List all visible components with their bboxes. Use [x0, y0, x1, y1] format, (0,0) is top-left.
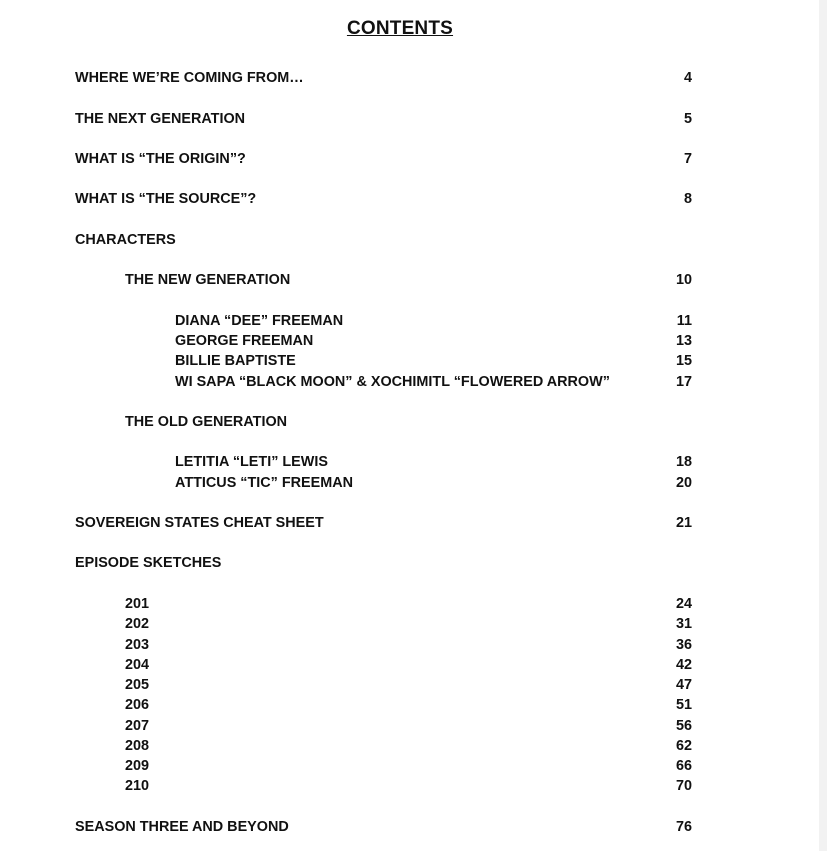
toc-entry-page: 51	[675, 697, 692, 713]
toc-entry-label: SEASON THREE AND BEYOND	[75, 819, 289, 835]
toc-entry[interactable]	[0, 635, 827, 655]
toc-entry-label: WHAT IS “THE ORIGIN”?	[75, 151, 246, 167]
toc-entry-page: 76	[675, 819, 692, 835]
toc-entry-label: THE NEW GENERATION	[125, 272, 291, 288]
toc-entry-label: WHAT IS “THE SOURCE”?	[75, 191, 257, 207]
toc-entry[interactable]	[0, 372, 827, 392]
toc-entry-page: 56	[675, 718, 692, 734]
toc-entry-page: 11	[676, 313, 692, 329]
toc-entry-label: 210	[125, 778, 150, 794]
toc-entry[interactable]	[0, 331, 827, 351]
toc-entry[interactable]	[0, 817, 827, 837]
toc-entry[interactable]	[0, 452, 827, 472]
toc-entry-label: 204	[125, 657, 150, 673]
toc-entry-label: CHARACTERS	[75, 232, 176, 248]
toc-entry[interactable]	[0, 716, 827, 736]
toc-entry[interactable]	[0, 311, 827, 331]
toc-entry-label: 207	[125, 718, 150, 734]
toc-entry-label: 205	[125, 677, 150, 693]
toc-entry[interactable]	[0, 776, 827, 796]
toc-entry-page: 18	[675, 454, 692, 470]
toc-entry-page: 31	[675, 616, 692, 632]
toc-entry-page: 62	[675, 738, 692, 754]
toc-entry-label: 202	[125, 616, 150, 632]
toc-entry-label: BILLIE BAPTISTE	[175, 353, 296, 369]
toc-entry[interactable]	[0, 109, 827, 129]
contents-title: CONTENTS	[346, 18, 454, 39]
toc-section-heading	[0, 412, 827, 432]
toc-entry-page: 21	[675, 515, 692, 531]
toc-entry-page: 24	[675, 596, 692, 612]
toc-entry-label: GEORGE FREEMAN	[175, 333, 314, 349]
toc-entry[interactable]	[0, 655, 827, 675]
toc-entry-label: 203	[125, 637, 150, 653]
toc-entry-page: 17	[675, 374, 692, 390]
toc-entry[interactable]	[0, 513, 827, 533]
toc-section-heading	[0, 230, 827, 250]
toc-entry-page: 4	[683, 70, 692, 86]
toc-entry-label: 206	[125, 697, 150, 713]
toc-entry-label: SOVEREIGN STATES CHEAT SHEET	[75, 515, 324, 531]
toc-entry[interactable]	[0, 675, 827, 695]
toc-entry-label: WHERE WE’RE COMING FROM…	[75, 70, 304, 86]
toc-entry-page: 20	[675, 475, 692, 491]
toc-section-heading	[0, 553, 827, 573]
toc-entry[interactable]	[0, 736, 827, 756]
toc-entry-page: 7	[683, 151, 692, 167]
toc-entry-label: 201	[125, 596, 150, 612]
toc-entry[interactable]	[0, 473, 827, 493]
toc-entry-page: 5	[683, 111, 692, 127]
toc-entry-label: THE NEXT GENERATION	[75, 111, 246, 127]
toc-entry[interactable]	[0, 594, 827, 614]
toc-entry[interactable]	[0, 351, 827, 371]
toc-entry-label: 208	[125, 738, 150, 754]
toc-entry[interactable]	[0, 695, 827, 715]
toc-entry[interactable]	[0, 270, 827, 290]
toc-entry-page: 66	[675, 758, 692, 774]
toc-entry-page: 70	[675, 778, 692, 794]
toc-entry-page: 13	[675, 333, 692, 349]
toc-entry[interactable]	[0, 68, 827, 88]
toc-entry[interactable]	[0, 149, 827, 169]
toc-entry-page: 15	[675, 353, 692, 369]
toc-entry-label: DIANA “DEE” FREEMAN	[175, 313, 344, 329]
toc-entry-label: LETITIA “LETI” LEWIS	[175, 454, 328, 470]
toc-entry-page: 10	[675, 272, 692, 288]
toc-entry-page: 36	[675, 637, 692, 653]
toc-entry-page: 42	[675, 657, 692, 673]
toc-entry-label: 209	[125, 758, 150, 774]
toc-entry-label: ATTICUS “TIC” FREEMAN	[175, 475, 354, 491]
toc-entry[interactable]	[0, 756, 827, 776]
toc-entry[interactable]	[0, 614, 827, 634]
toc-entry-label: EPISODE SKETCHES	[75, 555, 222, 571]
toc-entry-label: THE OLD GENERATION	[125, 414, 288, 430]
toc-entry-label: WI SAPA “BLACK MOON” & XOCHIMITL “FLOWERED ARROW”	[175, 374, 610, 390]
toc-entry[interactable]	[0, 189, 827, 209]
toc-entry-page: 47	[675, 677, 692, 693]
toc-entry-page: 8	[683, 191, 692, 207]
